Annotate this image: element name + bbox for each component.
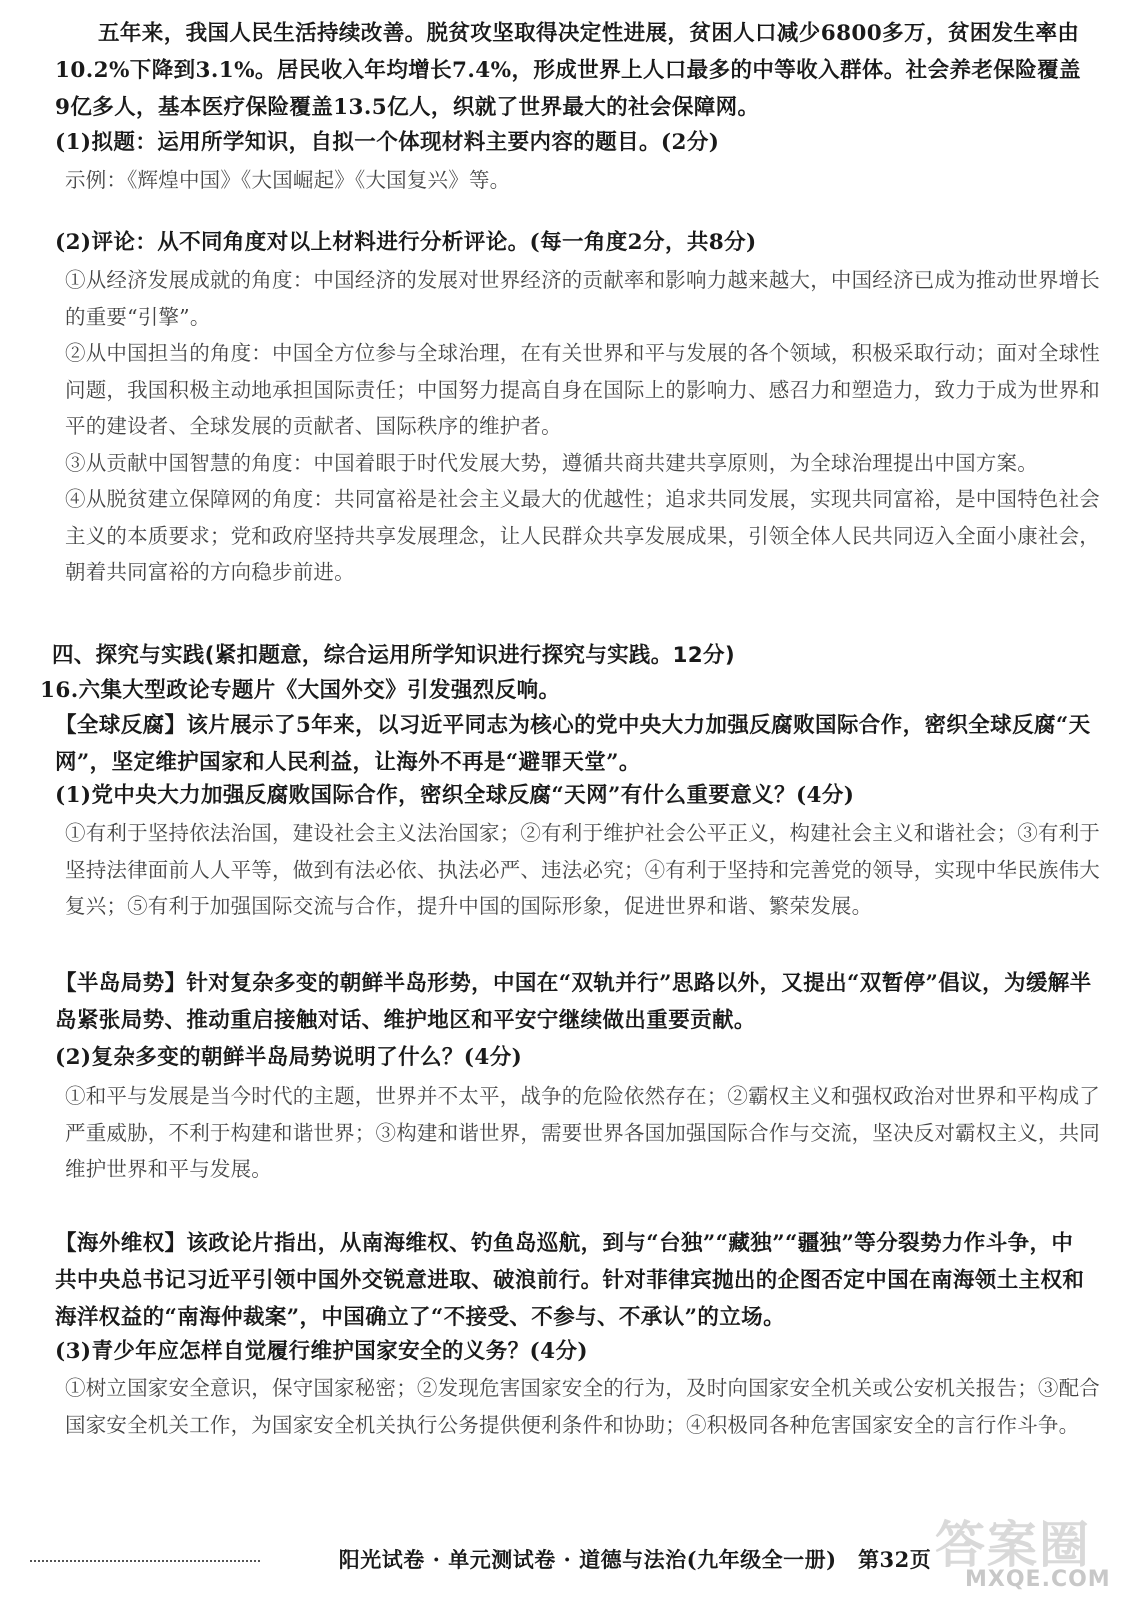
section-heading: 四、探究与实践(紧扣题意，综合运用所学知识进行探究与实践。12分) [52,643,735,668]
part-1-answer: ①有利于坚持依法治国，建设社会主义法治国家；②有利于维护社会公平正义，构建社会主义和谐社会；③有利于坚持法律面前人人平等，做到有法必依、执法必严、违法必究；④有利于坚持和完善党的领导，实现中华民族伟大复兴；⑤有利于加强国际交流与合作，提升中国的国际形象，促进世界和谐、繁荣发展。 [65,821,1100,918]
answer-2-item-4: ④从脱贫建立保障网的角度：共同富裕是社会主义最大的优越性；追求共同发展，实现共同富裕，是中国特色社会主义的本质要求；党和政府坚持共享发展理念，让人民群众共享发展成果，引领全体人民共同迈入全面小康社会，朝着共同富裕的方向稳步前进。 [65,487,1100,584]
footer-divider-left [30,1560,260,1562]
answer-1: 示例：《辉煌中国》《大国崛起》《大国复兴》等。 [65,168,511,192]
watermark-url: MXQE.COM [965,1567,1111,1592]
part-1-tag: 【全球反腐】 [55,713,187,738]
part-2-question: (2)复杂多变的朝鲜半岛局势说明了什么？(4分) [55,1045,523,1070]
watermark-title: 答案圈 [935,1516,1091,1574]
part-3-material [55,1226,1095,1336]
part-1-question: (1)党中央大力加强反腐败国际合作，密织全球反腐“天网”有什么重要意义？(4分) [55,783,855,808]
part-2-text: 针对复杂多变的朝鲜半岛形势，中国在“双轨并行”思路以外，又提出“双暂停”倡议，为缓解半岛紧张局势、推动重启接触对话、维护地区和平安宁继续做出重要贡献。 [55,971,1092,1033]
question-2: (2)评论：从不同角度对以上材料进行分析评论。(每一角度2分，共8分) [55,230,757,255]
intro-paragraph: 五年来，我国人民生活持续改善。脱贫攻坚取得决定性进展，贫困人口减少6800多万，贫困发生率由10.2%下降到3.1%。居民收入年均增长7.4%，形成世界上人口最多的中等收入群体。社会养老保险覆盖9亿多人，基本医疗保险覆盖13.5亿人，织就了世界最大的社会保障网。 [55,21,1081,120]
part-2-material [55,966,1095,1040]
part-3-tag: 【海外维权】 [55,1231,187,1256]
answer-2-item-2: ②从中国担当的角度：中国全方位参与全球治理，在有关世界和平与发展的各个领域，积极采取行动；面对全球性问题，我国积极主动地承担国际责任；中国努力提高自身在国际上的影响力、感召力和塑造力，致力于成为世界和平的建设者、全球发展的贡献者、国际秩序的维护者。 [65,341,1100,438]
answer-2-list [55,262,1105,591]
part-2-tag: 【半岛局势】 [55,971,187,996]
question-16: 16.六集大型政论专题片《大国外交》引发强烈反响。 [40,678,561,703]
part-1-text: 该片展示了5年来，以习近平同志为核心的党中央大力加强反腐败国际合作，密织全球反腐“天网”，坚定维护国家和人民利益，让海外不再是“避罪天堂”。 [55,713,1091,775]
part-3-question: (3)青少年应怎样自觉履行维护国家安全的义务？(4分) [55,1339,588,1364]
part-2-answer: ①和平与发展是当今时代的主题，世界并不太平，战争的危险依然存在；②霸权主义和强权政治对世界和平构成了严重威胁，不利于构建和谐世界；③构建和谐世界，需要世界各国加强国际合作与交流，坚决反对霸权主义，共同维护世界和平与发展。 [65,1084,1100,1181]
part-3-answer: ①树立国家安全意识，保守国家秘密；②发现危害国家安全的行为，及时向国家安全机关或公安机关报告；③配合国家安全机关工作，为国家安全机关执行公务提供便利条件和协助；④积极同各种危害国家安全的言行作斗争。 [65,1376,1100,1437]
answer-2-item-1: ①从经济发展成就的角度：中国经济的发展对世界经济的贡献率和影响力越来越大，中国经济已成为推动世界增长的重要“引擎”。 [65,268,1100,329]
part-3-text: 该政论片指出，从南海维权、钓鱼岛巡航，到与“台独”“藏独”“疆独”等分裂势力作斗争，中共中央总书记习近平引领中国外交锐意进取、破浪前行。针对菲律宾抛出的企图否定中国在南海领土主权和海洋权益的“南海仲裁案”，中国确立了“不接受、不参与、不承认”的立场。 [55,1231,1085,1330]
answer-2-item-3: ③从贡献中国智慧的角度：中国着眼于时代发展大势，遵循共商共建共享原则，为全球治理提出中国方案。 [65,450,1038,475]
footer-text: 阳光试卷 · 单元测试卷 · 道德与法治(九年级全一册) 第32页 [290,1544,980,1574]
question-1: (1)拟题：运用所学知识，自拟一个体现材料主要内容的题目。(2分) [55,130,720,155]
watermark-logo [935,1505,1125,1595]
part-1-material [55,708,1095,782]
